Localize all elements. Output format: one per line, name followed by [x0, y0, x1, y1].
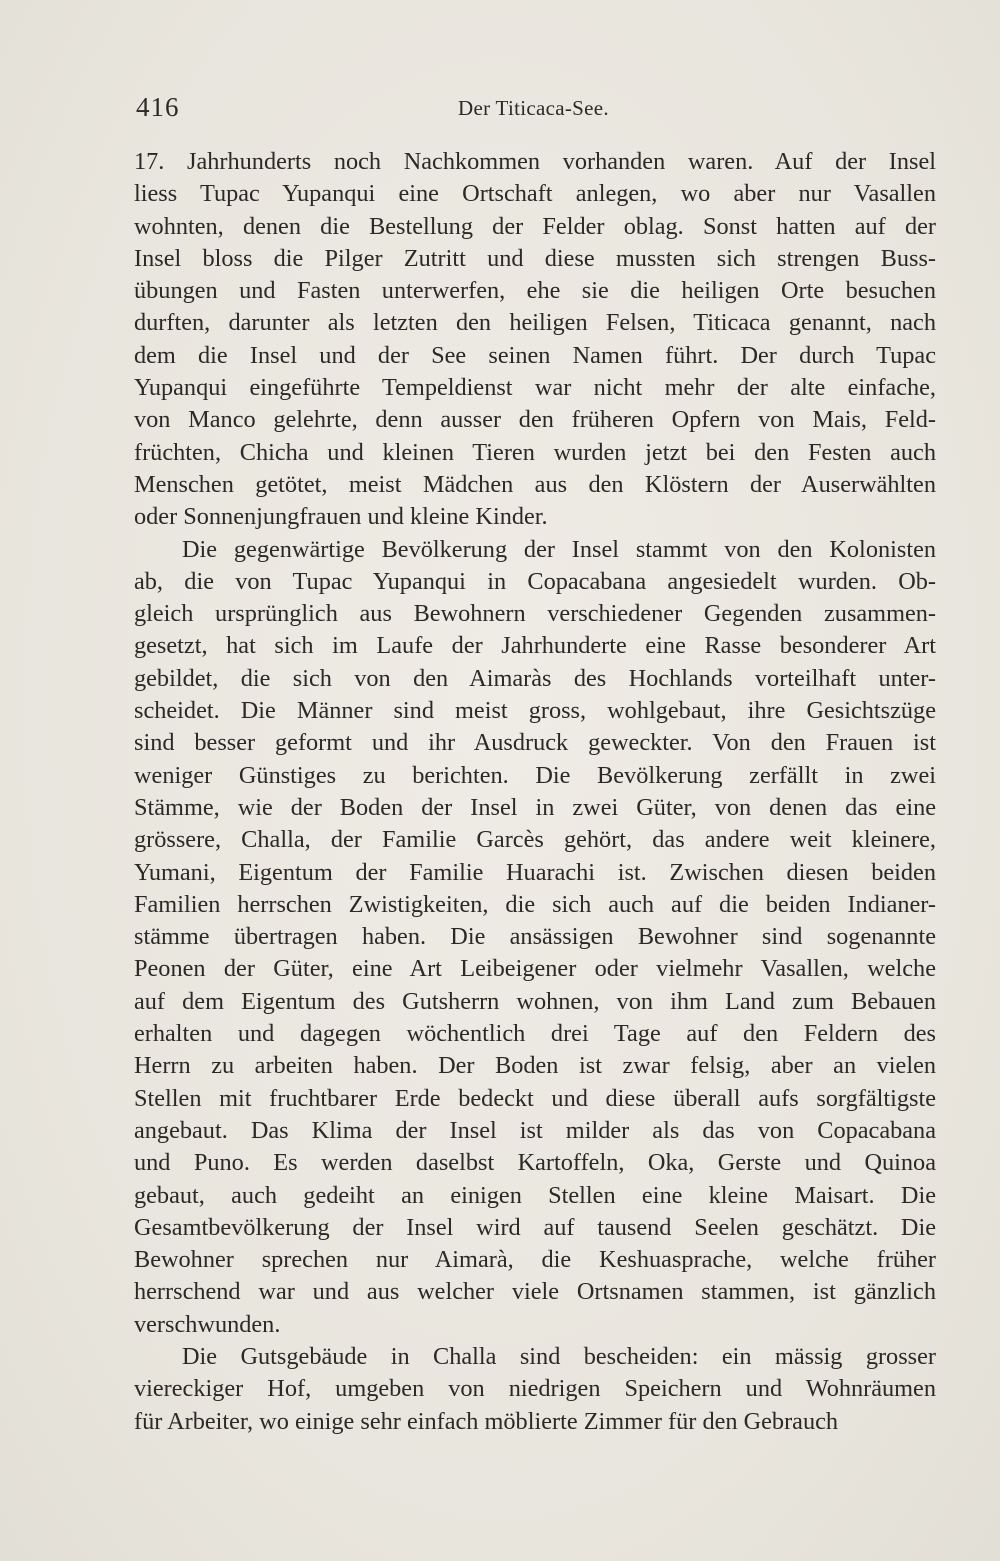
paragraph [134, 1341, 936, 1438]
text-line: von Manco gelehrte, denn ausser den früheren Opfern von Mais, Feld- [134, 406, 936, 434]
text-line: Bewohner sprechen nur Aimarà, die Keshuasprache, welche früher [134, 1246, 936, 1274]
text-line: durften, darunter als letzten den heiligen Felsen, Titicaca genannt, nach [134, 309, 936, 337]
text-line: ab, die von Tupac Yupanqui in Copacabana angesiedelt wurden. Ob- [134, 567, 936, 595]
text-line: Herrn zu arbeiten haben. Der Boden ist zwar felsig, aber an vielen [134, 1052, 936, 1080]
text-line: und Puno. Es werden daselbst Kartoffeln, Oka, Gerste und Quinoa [134, 1149, 936, 1177]
text-line: erhalten und dagegen wöchentlich drei Tage auf den Feldern des [134, 1020, 936, 1048]
text-line: Die gegenwärtige Bevölkerung der Insel stammt von den Kolonisten [182, 535, 936, 563]
text-line: Die Gutsgebäude in Challa sind bescheiden: ein mässig grosser [182, 1342, 936, 1370]
text-line: 17. Jahrhunderts noch Nachkommen vorhanden waren. Auf der Insel [134, 148, 936, 175]
text-line: sind besser geformt und ihr Ausdruck geweckter. Von den Frauen ist [134, 729, 936, 757]
text-line: übungen und Fasten unterwerfen, ehe sie die heiligen Orte besuchen [134, 277, 936, 305]
text-line: Insel bloss die Pilger Zutritt und diese mussten sich strengen Buss- [134, 244, 936, 272]
text-line: scheidet. Die Männer sind meist gross, wohlgebaut, ihre Gesichtszüge [134, 697, 936, 725]
text-line: wohnten, denen die Bestellung der Felder oblag. Sonst hatten auf der [134, 212, 936, 240]
text-line: Yupanqui eingeführte Tempeldienst war nicht mehr der alte einfache, [134, 374, 936, 402]
text-line: liess Tupac Yupanqui eine Ortschaft anlegen, wo aber nur Vasallen [134, 180, 936, 208]
text-line: Peonen der Güter, eine Art Leibeigener oder vielmehr Vasallen, welche [134, 955, 936, 983]
text-line: Stellen mit fruchtbarer Erde bedeckt und diese überall aufs sorgfältigste [134, 1084, 936, 1112]
text-line: oder Sonnenjungfrauen und kleine Kinder. [134, 503, 548, 531]
text-line: viereckiger Hof, umgeben von niedrigen Speichern und Wohnräumen [134, 1375, 936, 1403]
body-text [134, 146, 936, 1438]
paragraph [134, 146, 936, 534]
text-line: Gesamtbevölkerung der Insel wird auf tausend Seelen geschätzt. Die [134, 1213, 936, 1241]
text-line: grössere, Challa, der Familie Garcès gehört, das andere weit kleinere, [134, 826, 936, 854]
running-title: Der Titicaca-See. [458, 96, 609, 120]
text-line: früchten, Chicha und kleinen Tieren wurden jetzt bei den Festen auch [134, 438, 936, 466]
text-line: auf dem Eigentum des Gutsherrn wohnen, von ihm Land zum Bebauen [134, 987, 936, 1015]
text-line: Menschen getötet, meist Mädchen aus den Klöstern der Auserwählten [134, 470, 936, 498]
text-line: stämme übertragen haben. Die ansässigen Bewohner sind sogenannte [134, 923, 936, 951]
text-line: weniger Günstiges zu berichten. Die Bevölkerung zerfällt in zwei [134, 761, 936, 789]
text-line: für Arbeiter, wo einige sehr einfach möblierte Zimmer für den Gebrauch [134, 1407, 839, 1435]
text-line: gleich ursprünglich aus Bewohnern verschiedener Gegenden zusammen- [134, 600, 936, 628]
text-line: Familien herrschen Zwistigkeiten, die sich auch auf die beiden Indianer- [134, 890, 936, 918]
text-line: gesetzt, hat sich im Laufe der Jahrhunderte eine Rasse besonderer Art [134, 632, 936, 660]
text-line: Yumani, Eigentum der Familie Huarachi ist. Zwischen diesen beiden [134, 858, 936, 886]
text-line: herrschend war und aus welcher viele Ortsnamen stammen, ist gänzlich [134, 1278, 936, 1306]
text-line: Stämme, wie der Boden der Insel in zwei Güter, von denen das eine [134, 793, 936, 821]
text-line: gebaut, auch gedeiht an einigen Stellen eine kleine Maisart. Die [134, 1181, 936, 1209]
text-line: dem die Insel und der See seinen Namen führt. Der durch Tupac [134, 341, 936, 369]
text-line: verschwunden. [134, 1310, 281, 1338]
text-line: gebildet, die sich von den Aimaràs des Hochlands vorteilhaft unter- [134, 664, 936, 692]
page-header [136, 92, 610, 132]
page-number: 416 [136, 92, 180, 122]
text-line: angebaut. Das Klima der Insel ist milder als das von Copacabana [134, 1116, 936, 1144]
paragraph [134, 534, 936, 1341]
